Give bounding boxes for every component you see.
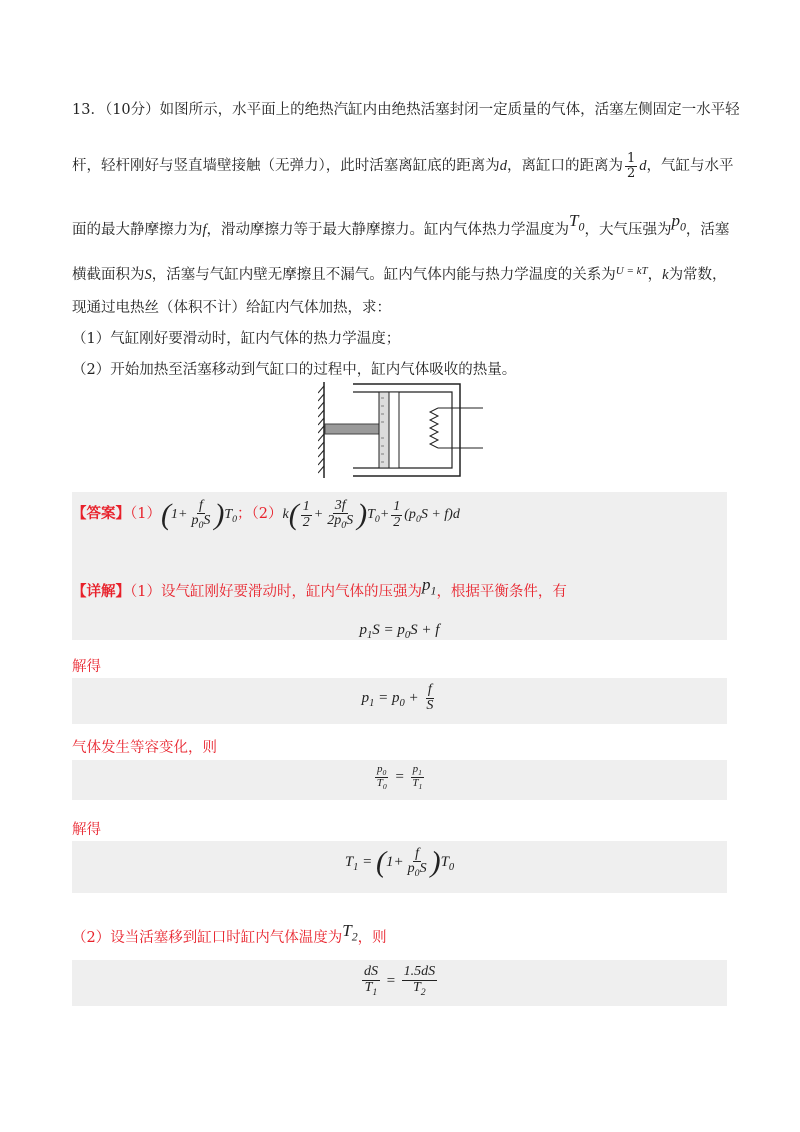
jiede-2: 解得 [72, 822, 101, 838]
question-number: 13． [72, 102, 105, 118]
detail-label: 【详解】 [72, 583, 130, 600]
answer-line: 【答案】（1）(1+ $\frac{f}{p_0S}$ )$T_0$；（2）k( $\frac{1}{2}$ + $\frac{3f}{2p_0S}$ )$T_0+$ $\frac{1}{2}$ $(p_0S + f)d$ [72, 497, 460, 532]
detail-part-2: （2）设当活塞移到缸口时缸内气体温度为$T_2$，则 [72, 921, 387, 946]
equation-t1: $T_1 = (1+$ $\frac{f}{p_0S}$ )$T_0$ [344, 845, 455, 880]
equation-t2: $\frac{dS}{T_1}$ = $\frac{1.5dS}{T_2}$ [363, 964, 436, 998]
answer-label: 【答案】 [72, 505, 130, 523]
detail-line-1: 【详解】（1）设气缸刚好要滑动时，缸内气体的压强为$p_1$，根据平衡条件，有 [72, 575, 567, 600]
question-line-3: 面的最大静摩擦力为f，滑动摩擦力等于最大静摩擦力。缸内气体热力学温度为$T_0$，大气压强为$p_0$，活塞 [72, 211, 730, 238]
cylinder-diagram [318, 380, 488, 485]
question-line-1: 13．（10分）如图所示，水平面上的绝热汽缸内由绝热活塞封闭一定质量的气体，活塞左侧固定一水平轻 [72, 102, 740, 118]
question-part-2: （2）开始加热至活塞移动到气缸口的过程中，缸内气体吸收的热量。 [72, 362, 517, 378]
question-line-4: 横截面积为S，活塞与气缸内壁无摩擦且不漏气。缸内气体内能与热力学温度的关系为$^{U = kT}$，k为常数， [72, 265, 727, 283]
jiede-1: 解得 [72, 659, 101, 675]
question-line-5: 现通过电热丝（体积不计）给缸内气体加热，求： [72, 300, 391, 316]
equation-isochoric: $\frac{p_0}{T_0}$ = $\frac{p_1}{T_1}$ [376, 763, 423, 792]
equation-p1: $p_1 = p_0$ + $\frac{f}{S}$ [361, 682, 434, 713]
question-line-2: 杆，轻杆刚好与竖直墙壁接触（无弹力），此时活塞离缸底的距离为d，离缸口的距离为 $\frac{1}{2}$ d，气缸与水平 [72, 151, 734, 181]
equation-balance: $p_1S = p_0S + f$ [359, 622, 440, 641]
question-part-1: （1）气缸刚好要滑动时，缸内气体的热力学温度； [72, 331, 401, 347]
question-points: （10分） [104, 102, 160, 118]
isochoric-text: 气体发生等容变化，则 [72, 740, 217, 756]
